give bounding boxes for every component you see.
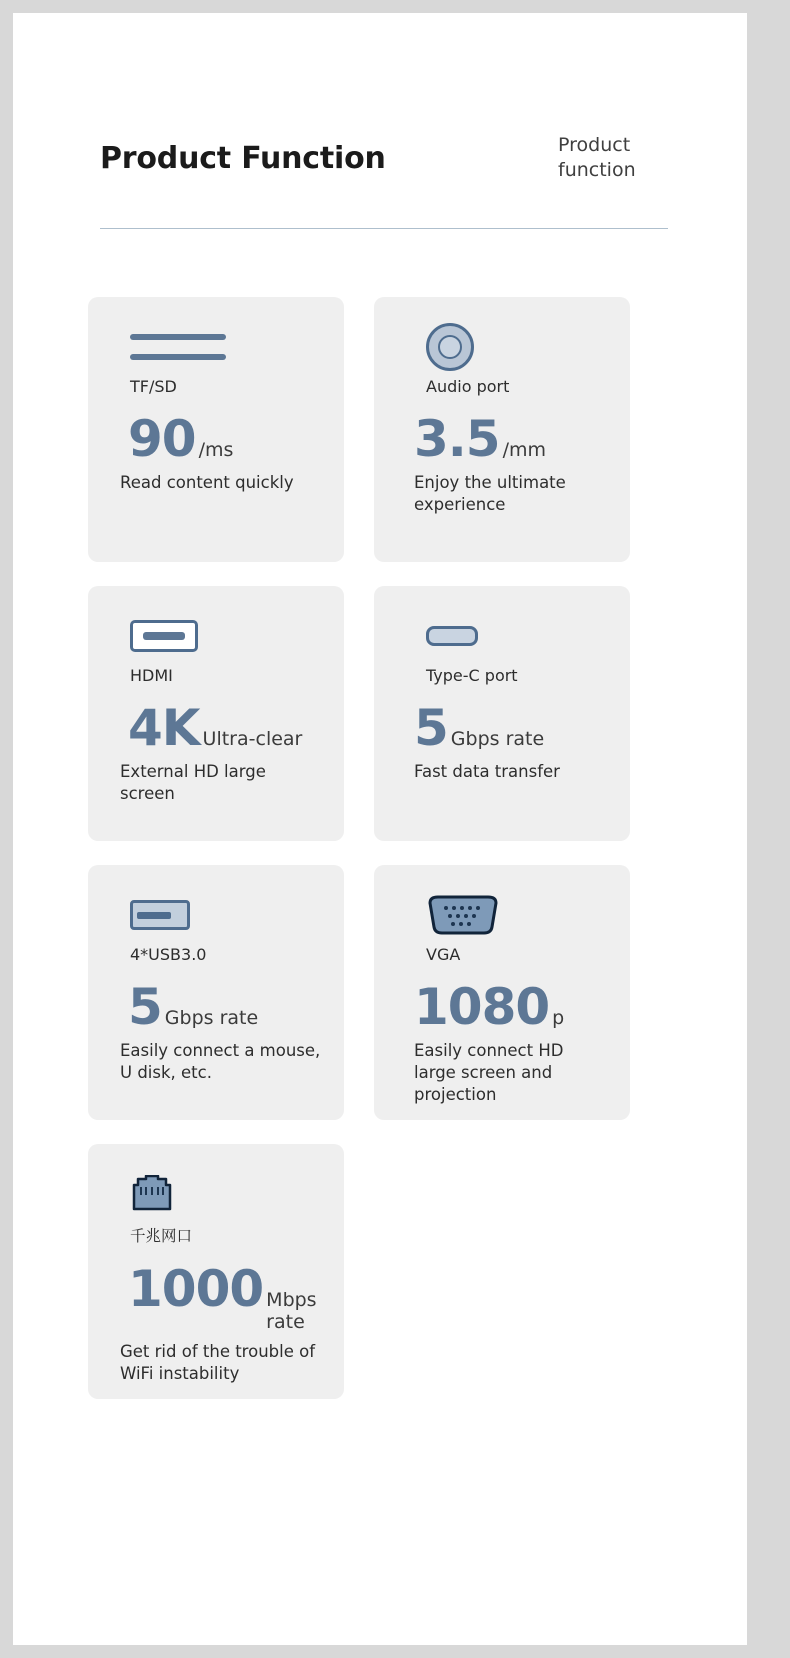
feature-card	[88, 297, 344, 562]
hdmi-port-icon	[112, 608, 322, 664]
feature-card	[374, 297, 630, 562]
tf-sd-card-icon	[112, 319, 322, 375]
vga-port-icon	[398, 887, 608, 943]
card-description: External HD large screen	[120, 762, 266, 803]
stat-number: 3.5	[414, 410, 500, 468]
usb-a-port-icon	[112, 887, 322, 943]
stat-number: 5	[128, 978, 162, 1036]
card-description: Easily connect a mouse, U disk, etc.	[120, 1041, 321, 1082]
product-sheet	[13, 13, 747, 1645]
stat-value	[112, 699, 322, 757]
port-label: TF/SD	[130, 377, 177, 396]
port-label: 4*USB3.0	[130, 945, 207, 964]
stat-number: 1080	[414, 978, 550, 1036]
stat-value	[398, 699, 608, 757]
section-header	[88, 123, 668, 235]
stat-unit: Ultra-clear	[202, 728, 303, 750]
stat-number: 1000	[128, 1260, 264, 1318]
header-subtitle: Product function	[558, 134, 636, 181]
feature-card	[88, 1144, 344, 1399]
stat-value	[398, 978, 608, 1036]
content-area	[88, 123, 668, 1399]
usb-type-c-icon	[398, 608, 608, 664]
feature-card-grid	[88, 297, 668, 1399]
stat-unit: Gbps rate	[164, 1007, 259, 1029]
stat-number: 90	[128, 410, 196, 468]
card-description: Read content quickly	[120, 473, 294, 492]
stat-number: 4K	[128, 699, 200, 757]
stat-unit: /mm	[502, 439, 546, 461]
stat-value	[112, 1260, 322, 1333]
port-label: VGA	[426, 945, 461, 964]
stat-unit: p	[552, 1007, 565, 1029]
feature-card	[374, 586, 630, 841]
stat-unit: Mbps rate	[266, 1289, 317, 1333]
stat-value	[112, 978, 322, 1036]
port-label: HDMI	[130, 666, 173, 685]
stat-unit: Gbps rate	[450, 728, 545, 750]
header-divider	[100, 228, 668, 229]
feature-card	[374, 865, 630, 1120]
card-description: Get rid of the trouble of WiFi instability	[120, 1342, 316, 1383]
stat-number: 5	[414, 699, 448, 757]
feature-card	[88, 586, 344, 841]
audio-jack-icon	[398, 319, 608, 375]
port-label: 千兆网口	[130, 1227, 193, 1245]
port-label: Type-C port	[426, 666, 518, 685]
stat-value	[112, 410, 322, 468]
ethernet-rj45-icon	[112, 1166, 322, 1222]
port-label: Audio port	[426, 377, 510, 396]
page-title: Product Function	[100, 141, 386, 176]
stat-value	[398, 410, 608, 468]
card-description: Fast data transfer	[414, 762, 560, 781]
feature-card	[88, 865, 344, 1120]
card-description: Easily connect HD large screen and projection	[414, 1041, 564, 1104]
card-description: Enjoy the ultimate experience	[414, 473, 566, 514]
stat-unit: /ms	[198, 439, 234, 461]
